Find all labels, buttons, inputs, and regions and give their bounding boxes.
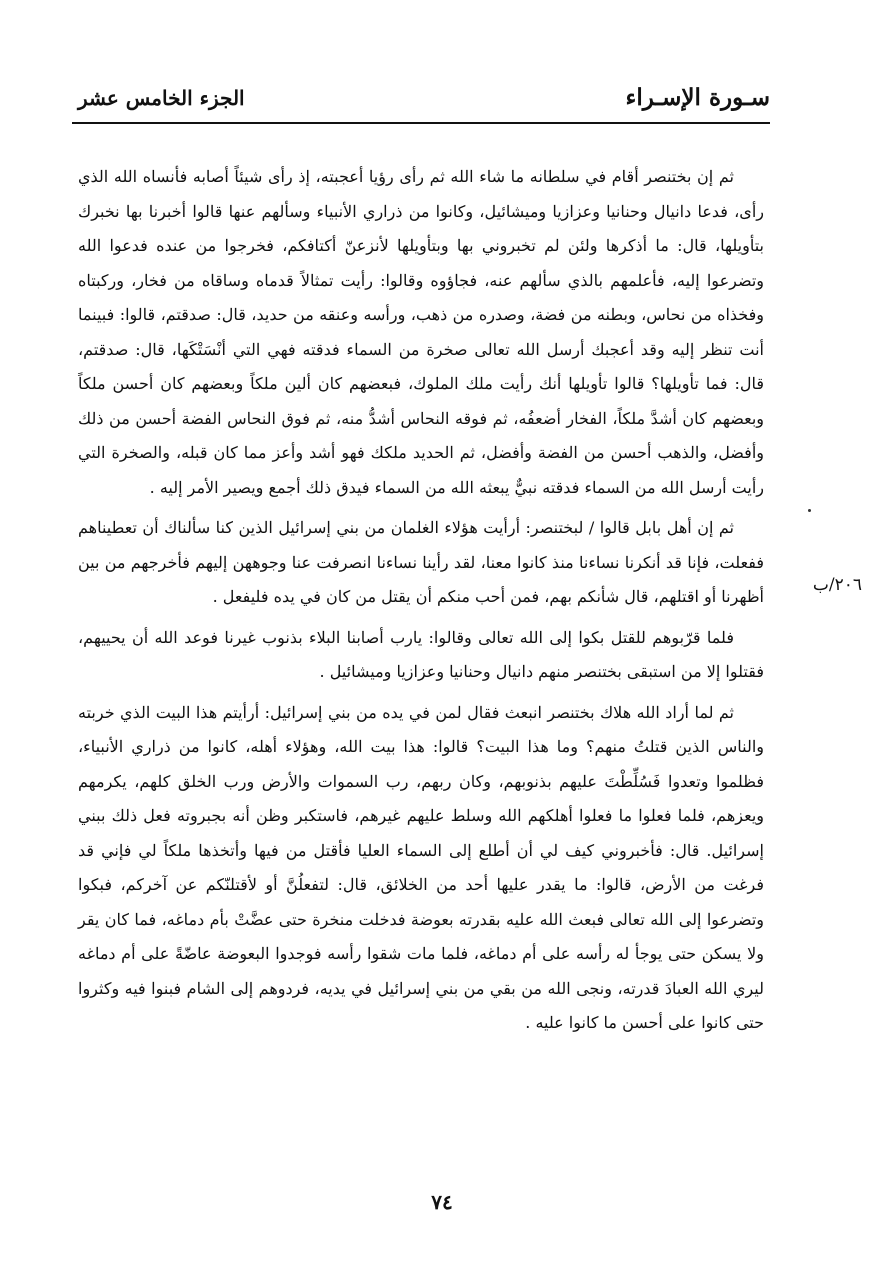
surah-title: سـورة الإسـراء	[625, 84, 770, 111]
juz-title: الجزء الخامس عشر	[78, 86, 245, 110]
main-text	[78, 160, 764, 1041]
margin-dot	[808, 509, 811, 512]
paragraph-babylon: ثم إن أهل بابل قالوا / لبختنصر: أرأيت هؤلاء الغلمان من بني إسرائيل الذين كنا سألناك أن تعطيناهم ففعلت، فإنا قد أنكرنا نساءنا منذ كانوا معنا، لقد رأينا نساءنا انصرفت عنا وجوههن إليهم فأخرجهم من بين أظهرنا أو اقتلهم، قال شأنكم بهم، فمن أحب منكم أن يقتل من كان في يده فليفعل .	[78, 518, 764, 606]
paragraph-dream: ثم إن بختنصر أقام في سلطانه ما شاء الله ثم رأى رؤيا أعجبته، إذ رأى شيئاً أصابه فأنساه الله الذي رأى، فدعا دانيال وحنانيا وعزازيا وميشائيل، وكانوا من ذراري الأنبياء وسألهم عنها قالوا أخبرنا بها نخبرك بتأويلها، قال: ما أذكرها ولئن لم تخبروني بها وبتأويلها لأنزعنّ أكتافكم، فخرجوا من عنده فدعوا الله وتضرعوا إليه، فأعلمهم بالذي سألهم عنه، فجاؤوه وقالوا: رأيت تمثالاً قدماه وساقاه من فخار، وركبتاه وفخذاه من نحاس، وبطنه من فضة، وصدره من ذهب، ورأسه وعنقه من حديد، قال: صدقتم، قالوا: فبينما أنت تنظر إليه وقد أعجبك أرسل الله تعالى صخرة من السماء فدقته فهي التي أنْسَتْكَها، قال: صدقتم، قال: فما تأويلها؟ قالوا تأويلها أنك رأيت ملك الملوك، فبعضهم كان ألين ملكاً وبعضهم كان أحسن ملكاً وبعضهم كان أشدَّ ملكاً، الفخار أضعفُه، ثم فوقه النحاس أشدُّ منه، ثم فوق النحاس الفضة أحسن من ذلك وأفضل، والذهب أحسن من الفضة وأفضل، ثم الحديد ملكك فهو أشد وأعز مما كان قبله، والصخرة التي رأيت أرسل الله من السماء فدقته نبيٌّ يبعثه الله من السماء فيدق ذلك أجمع ويصير الأمر إليه .	[78, 167, 764, 497]
paragraph-killing: فلما قرّبوهم للقتل بكوا إلى الله تعالى وقالوا: يارب أصابنا البلاء بذنوب غيرنا فوعد الله أن يحييهم، فقتلوا إلا من استبقى بختنصر منهم دانيال وحنانيا وعزازيا وميشائيل .	[78, 627, 764, 681]
page-number: ٧٤	[431, 1190, 453, 1214]
manuscript-folio-note: ٢٠٦/ب	[812, 575, 862, 595]
paragraph-destruction: ثم لما أراد الله هلاك بختنصر انبعث فقال لمن في يده من بني إسرائيل: أرأيتم هذا البيت الذي خربته والناس الذين قتلتُ منهم؟ وما هذا البيت؟ قالوا: هذا بيت الله، وهؤلاء أهله، كانوا من ذراري الأنبياء، فظلموا وتعدوا فَسُلِّطْتَ عليهم بذنوبهم، وكان ربهم، رب السموات والأرض ورب الخلق كلهم، يكرمهم ويعزهم، فلما فعلوا ما فعلوا أهلكهم الله وسلط عليهم غيرهم، فاستكبر وظن أنه بجبروته فعل ذلك ببني إسرائيل. قال: فأخبروني كيف لي أن أطلع إلى السماء العليا فأقتل من فيها وأتخذها ملكاً لي فإني قد فرغت من الأرض، قالوا: ما يقدر عليها أحد من الخلائق، قال: لتفعلُنَّ أو لأقتلنّكم عن آخركم، فبكوا وتضرعوا إلى الله تعالى فبعث الله عليه بقدرته بعوضة فدخلت منخرة حتى عضَّتْ بأم دماغه، فما كان يقر ولا يسكن حتى يوجأ له رأسه على أم دماغه، فلما مات شقوا رأسه فوجدوا البعوضة عاضّةً على أم دماغه ليري الله العبادَ قدرته، ونجى الله من بقي من بني إسرائيل في يديه، فردوهم إلى الشام فبنوا فيه وكثروا حتى كانوا على أحسن ما كانوا عليه .	[78, 702, 765, 1032]
running-header	[72, 84, 770, 124]
header-rule	[72, 122, 770, 124]
